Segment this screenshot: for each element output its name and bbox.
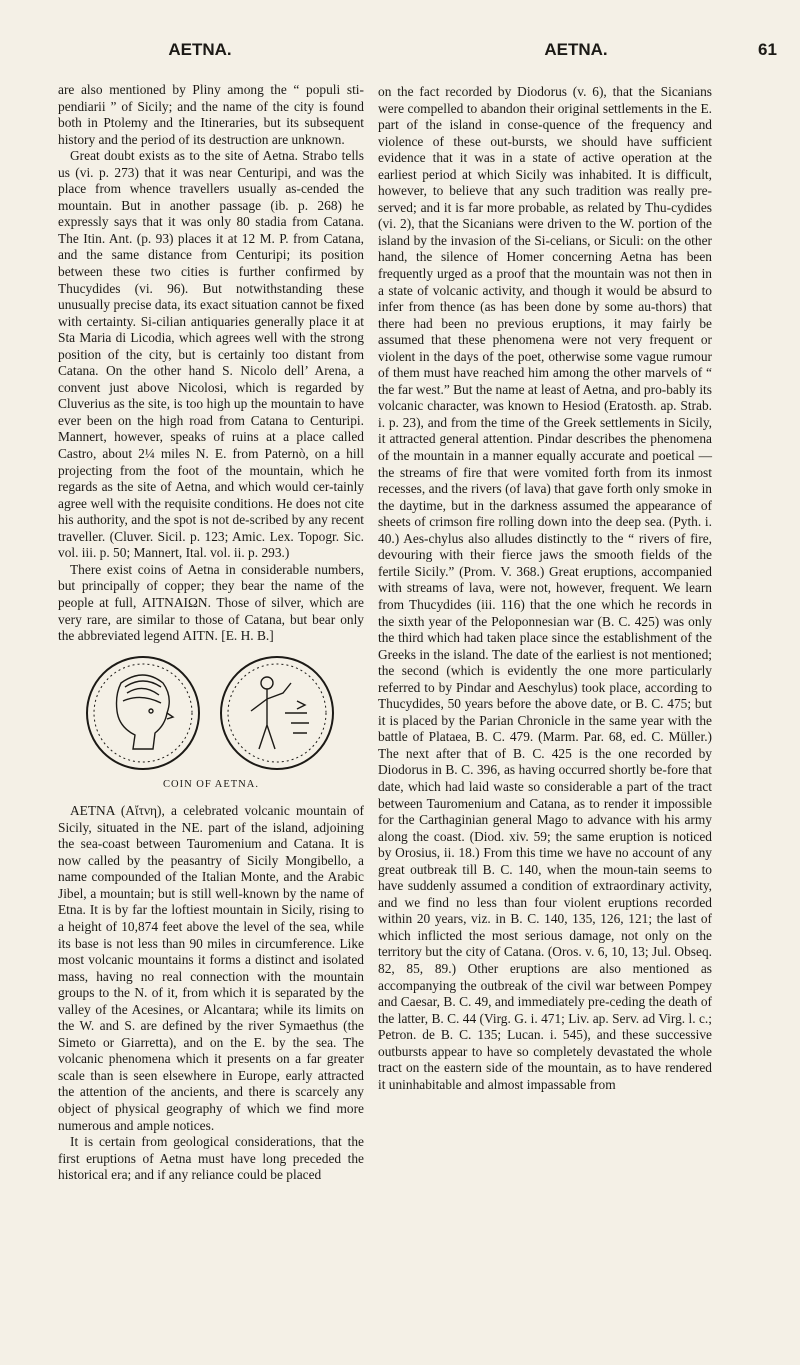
coin-reverse <box>221 657 333 769</box>
paragraph-site-of-aetna: Great doubt exists as to the site of Aetna. Strabo tells us (vi. p. 273) that it was near Centuripi, and was the place from whence travellers usually as-cended the mountain. But in another passage (ib. p. 268) he expressly says that it was only 80 stadia from Catana. The Itin. Ant. (p. 93) places it at 12 M. P. from Catana, and the same distance from Centuripi; its position between these two cities is further confirmed by Thucydides (vi. 96). But notwithstanding these unusually precise data, its exact situation cannot be fixed with certainty. Si-cilian antiquaries generally place it at Sta Maria di Licodia, which agrees well with the strong position of the city, but is certainly too distant from Catana. On the other hand S. Nicolo dell’ Arena, a convent just above Nicolosi, which is regarded by Cluverius as the site, is too high up the mountain to have ever been on the high road from Catana to Centuripi. Mannert, however, speaks of ruins at a place called Castro, about 2¼ miles N. E. from Paternò, on a hill projecting from the foot of the mountain, which he regards as the site of Aetna, and which would cer-tainly agree well with the requisite conditions. He does not cite his authority, and the spot is not de-scribed by any recent traveller. (Cluver. Sicil. p. 123; Amic. Lex. Topogr. Sic. vol. iii. p. 50; Mannert, Ital. vol. ii. p. 293.) <box>58 148 364 561</box>
page-header <box>0 40 800 70</box>
coins-text: There exist coins of Aetna in considerable numbers, but principally of copper; they bear the name of the people at full, ΑΙΤΝΑΙΩΝ. Those of silver, which are very rare, are similar to those of Catana, but bear only the abbreviated legend ΑΙΤΝ. <box>58 561 364 644</box>
standing-figure-icon <box>251 677 309 749</box>
paragraph-populi: are also mentioned by Pliny among the “ populi sti-pendiarii ” of Sicily; and the name of the city is found both in Ptolemy and the Itineraries, but its subsequent history and the period of its destruction are unknown. <box>58 82 364 147</box>
paragraph-coins <box>58 562 364 645</box>
coin-caption: COIN OF AETNA. <box>163 778 259 790</box>
header-left-title: AETNA. <box>168 40 232 59</box>
author-signature: [E. H. B.] <box>221 628 274 644</box>
paragraph-aetna-mountain: AETNA (Αἴτνη), a celebrated volcanic mountain of Sicily, situated in the NE. part of the island, adjoining the sea-coast between Tauromenium and Catana. It is now called by the peasantry of Sicily Mongibello, a name compounded of the Italian Monte, and the Arabic Jibel, a mountain; but is still well-known by the name of Etna. It is by far the loftiest mountain in Sicily, rising to a height of 10,874 feet above the level of the sea, while its base is not less than 90 miles in circumference. Like most volcanic mountains it forms a distinct and isolated mass, having no real connection with the mountain groups to the N. of it, from which it is separated by the valley of the Acesines, or Alcantara; while its limits on the W. and S. are defined by the river Symaethus (the Simeto or Giarretta), and on the E. by the sea. The volcanic phenomena which it presents on a far greater scale than is seen elsewhere in Europe, early attracted the attention of the ancients, and there is scarcely any object of physical geography of which we find more numerous and ample notices. <box>58 803 364 1133</box>
coin-obverse <box>87 657 199 769</box>
coin-illustration <box>81 653 341 773</box>
right-column <box>378 84 712 1093</box>
head-icon <box>117 675 174 749</box>
paragraph-eruption-history: on the fact recorded by Diodorus (v. 6), that the Sicanians were compelled to abandon their original settlements in the E. part of the island in conse-quence of the frequency and violence of these out-bursts, we should have sufficient evidence that it was in a state of active operation at the earliest period at which Sicily was inhabited. It is difficult, however, to believe that any such tradition was really pre-served; and it is far more probable, as related by Thu-cydides (vi. 2), that the Sicanians were driven to the W. portion of the island by the invasion of the Si-celians, or Siculi: on the other hand, the silence of Homer concerning Aetna has been frequently urged as a proof that the mountain was not then in a state of volcanic activity, and though it would be absurd to infer from thence (as has been done by some au-thors) that there had been no previous eruptions, it may fairly be assumed that these phenomena were not very frequent or violent in the days of the poet, otherwise some vague rumour of them must have reached him among the other marvels of “ the far west.” But the name at least of Aetna, and pro-bably its volcanic character, was known to Hesiod (Eratosth. ap. Strab. i. p. 23), and from the time of the Greek settlements in Sicily, it attracted general attention. Pindar describes the phenomena of the mountain in a manner equally accurate and poetical — the streams of fire that were vomited forth from its inmost recesses, and the rivers (of lava) that gave forth only smoke in the daytime, but in the darkness assumed the appearance of sheets of crimson fire rolling down into the deep sea. (Pyth. i. 40.) Aes-chylus also alludes distinctly to the “ rivers of fire, devouring with their fierce jaws the smooth fields of the fertile Sicily.” (Prom. V. 368.) Great eruptions, accompanied with streams of lava, were not, however, frequent. We learn from Thucydides (iii. 116) that the one which he records in the sixth year of the Peloponnesian war (B. C. 425) was only the third which had taken place since the establishment of the Greeks in the island. The date of the earliest is not mentioned; the second (which is evidently the one more particularly referred to by Pindar and Aeschylus) took place, according to Thucydides, 50 years before the above date, or B. C. 475; but it is placed by the Parian Chronicle in the same year with the battle of Plataea, B. C. 479. (Marm. Par. 68, ed. C. Müller.) The next after that of B. C. 425 is the one recorded by Diodorus in B. C. 396, as having occurred shortly be-fore that date, which had laid waste so considerable a part of the tract between Tauromenium and Catana, as to render it impossible for the Carthaginian general Mago to advance with his army along the coast. (Diod. xiv. 59; the same eruption is noticed by Orosius, ii. 18.) From this time we have no account of any great outbreak till B. C. 140, when the moun-tain seems to have suddenly assumed a condition of extraordinary activity, and we find no less than four violent eruptions recorded within 20 years, viz. in B. C. 140, 135, 126, 121; the last of which inflicted the most serious damage, not only on the territory but the city of Catana. (Oros. v. 6, 10, 13; Jul. Obseq. 82, 85, 89.) Other eruptions are also mentioned as accompanying the outbreak of the civil war between Pompey and Caesar, B. C. 49, and immediately pre-ceding the death of the latter, B. C. 44 (Virg. G. i. 471; Liv. ap. Serv. ad Virg. l. c.; Petron. de B. C. 135; Lucan. i. 545), and these successive outbursts appear to have so completely devastated the whole tract on the eastern side of the mountain, as to have rendered it uninhabitable and almost impassable from <box>378 84 712 1092</box>
left-column <box>58 82 364 1184</box>
header-right-title: AETNA. <box>544 40 608 59</box>
coin-figure <box>58 653 364 773</box>
paragraph-first-eruptions: It is certain from geological considerations, that the first eruptions of Aetna must have long preceded the historical era; and if any reliance could be placed <box>58 1134 364 1183</box>
page-number: 61 <box>758 40 777 59</box>
